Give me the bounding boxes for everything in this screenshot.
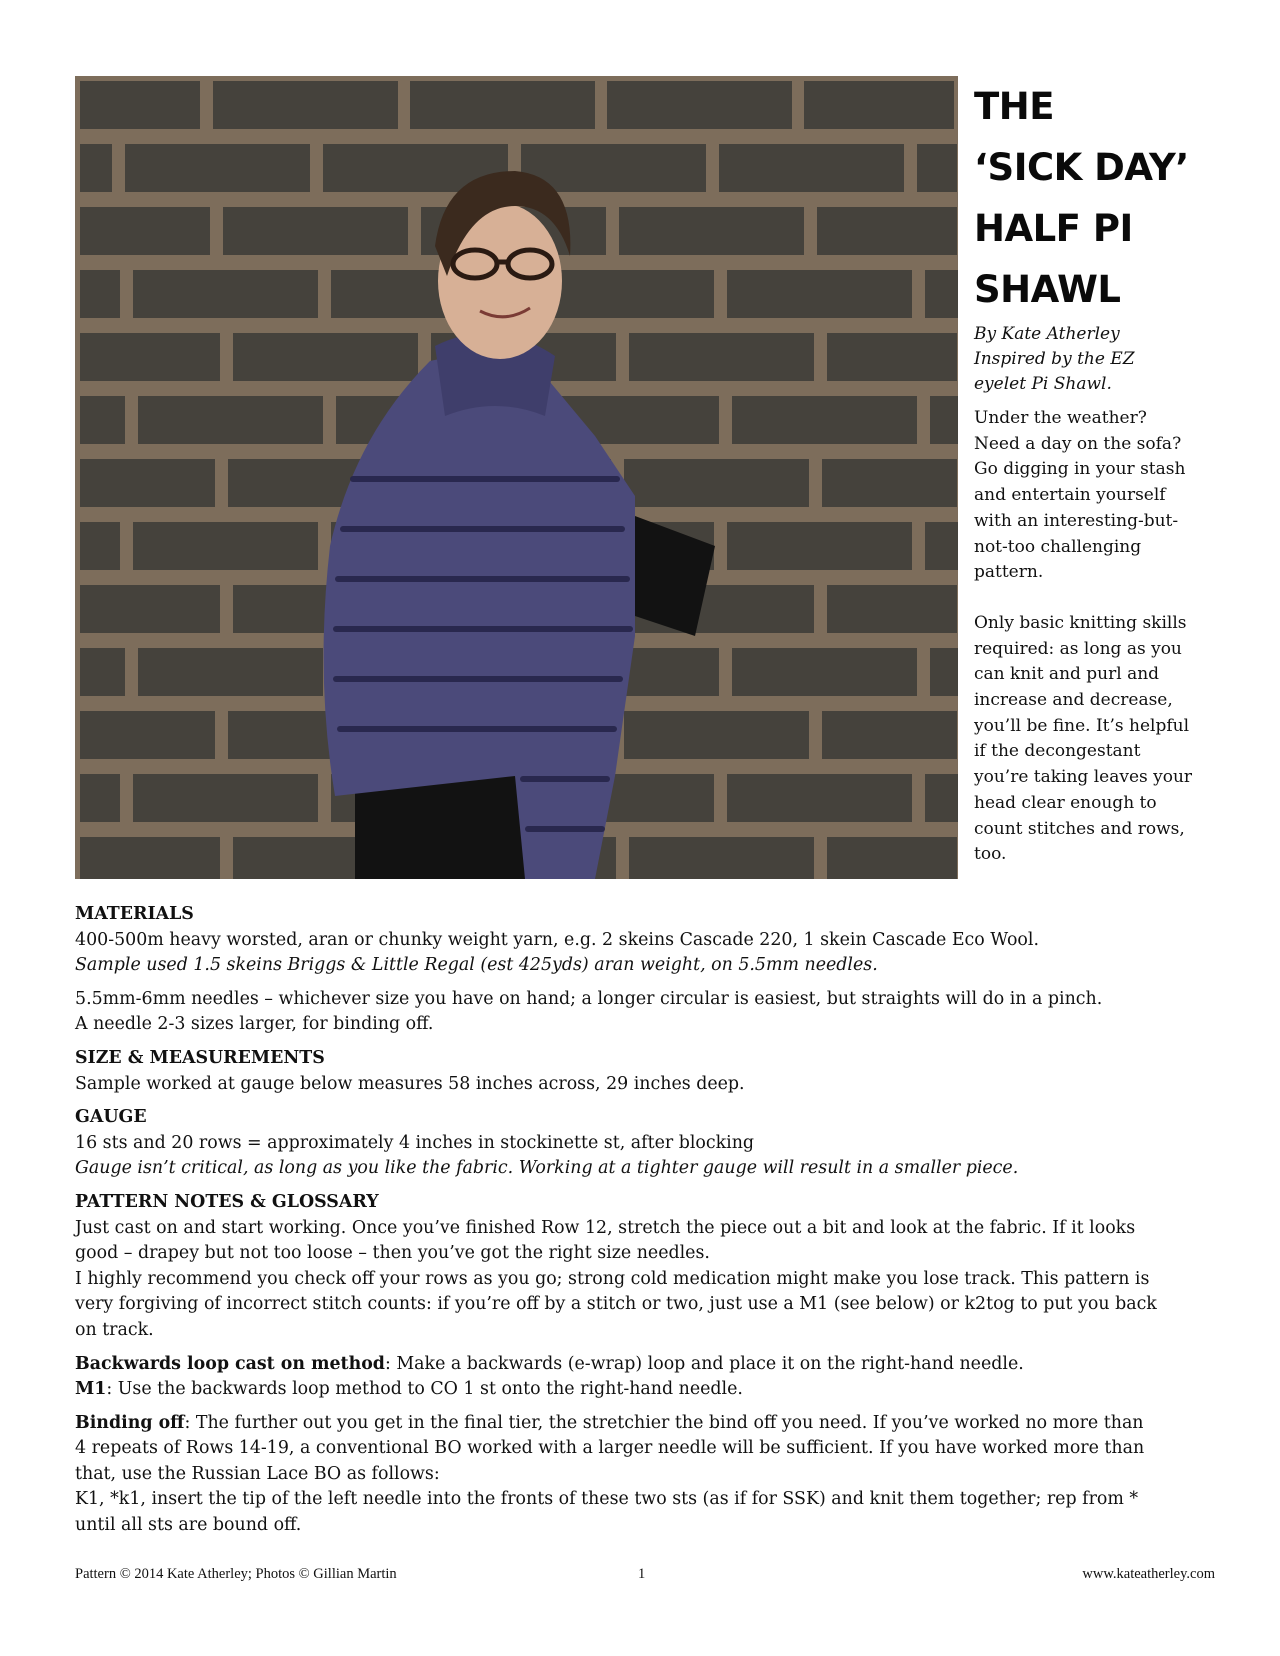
intro-line: Under the weather? [974,408,1147,428]
binding-off-text: : The further out you get in the final tier, the stretchier the bind off you need. If you’ve worked no more than [184,1412,1144,1433]
gauge-note: Gauge isn’t critical, as long as you like the fabric. Working at a tighter gauge will result in a smaller piece. [75,1158,1019,1179]
intro-line: Only basic knitting skills [974,612,1187,633]
notes-section [75,1190,1215,1344]
materials-bo-needle: A needle 2-3 sizes larger, for binding off. [75,1014,434,1035]
size-section [75,1046,1215,1097]
binding-off-line: until all sts are bound off. [75,1515,302,1536]
glossary-backwards-loop [75,1352,1215,1378]
intro-line: can knit and purl and [974,664,1160,685]
title-line: HALF PI [974,207,1133,250]
intro-line: required: as long as you [974,638,1182,659]
title-line: SHAWL [974,268,1121,311]
size-heading: SIZE & MEASUREMENTS [75,1047,325,1068]
hero-photo [75,76,958,879]
byline-line: By Kate Atherley [974,324,1120,344]
binding-off-line [75,1411,1215,1437]
notes-line: on track. [75,1319,154,1340]
gauge-section [75,1105,1215,1182]
pattern-title [974,76,1214,320]
intro-line: with an interesting-but- [974,510,1179,531]
notes-line: good – drapey but not too loose – then you’ve got the right size needles. [75,1243,710,1264]
intro-line: and entertain yourself [974,485,1166,506]
notes-line: Just cast on and start working. Once you’ve finished Row 12, stretch the piece out a bit and look at the fabric. If it looks [75,1217,1136,1238]
size-text: Sample worked at gauge below measures 58 inches across, 29 inches deep. [75,1073,745,1094]
intro-line: too. [974,844,1007,865]
intro-line: you’re taking leaves your [974,767,1193,788]
intro-line: count stitches and rows, [974,818,1185,839]
binding-off-line: that, use the Russian Lace BO as follows: [75,1463,440,1484]
materials-needles: 5.5mm-6mm needles – whichever size you have on hand; a longer circular is easiest, but straights will do in a pinch. [75,988,1103,1009]
binding-off-line: 4 repeats of Rows 14-19, a conventional BO worked with a larger needle will be sufficient. If you have worked more than [75,1438,1145,1459]
binding-off-section [75,1411,1215,1539]
notes-line: very forgiving of incorrect stitch counts: if you’re off by a stitch or two, just use a M1 (see below) or k2tog to put you back [75,1294,1157,1315]
title-sidebar [974,76,1214,868]
intro-line: pattern. [974,562,1044,583]
pattern-body [75,902,1215,1547]
byline-line: eyelet Pi Shawl. [974,374,1112,394]
intro-line: Go digging in your stash [974,459,1186,480]
needles-section [75,987,1215,1038]
title-line: THE [974,85,1054,128]
intro-line: if the decongestant [974,741,1141,762]
intro-paragraph-1 [974,406,1214,586]
gauge-text: 16 sts and 20 rows = approximately 4 inches in stockinette st, after blocking [75,1132,755,1153]
materials-heading: MATERIALS [75,904,194,924]
intro-line: Need a day on the sofa? [974,433,1182,454]
materials-sample: Sample used 1.5 skeins Briggs & Little Regal (est 425yds) aran weight, on 5.5mm needles. [75,955,878,976]
notes-line: I highly recommend you check off your rows as you go; strong cold medication might make you lose track. This pattern is [75,1268,1150,1289]
byline-line: Inspired by the EZ [974,349,1135,369]
glossary-term: M1 [75,1379,107,1400]
copyright: Pattern © 2014 Kate Atherley; Photos © Gillian Martin [75,1566,397,1582]
binding-off-line: K1, *k1, insert the tip of the left needle into the fronts of these two sts (as if for SSK) and knit them together; rep from * [75,1489,1139,1510]
glossary-m1 [75,1377,1215,1403]
glossary-definition: : Make a backwards (e-wrap) loop and place it on the right-hand needle. [384,1353,1024,1374]
gauge-heading: GAUGE [75,1107,147,1128]
intro-text [974,406,1214,868]
intro-line: not-too challenging [974,536,1142,557]
page-number: 1 [638,1566,646,1582]
intro-line: you’ll be fine. It’s helpful [974,715,1190,736]
intro-paragraph-2 [974,611,1214,868]
intro-line: increase and decrease, [974,690,1173,711]
shawl-photo-illustration [75,76,958,879]
glossary-term: Backwards loop cast on method [75,1353,385,1374]
website-link[interactable]: www.kateatherley.com [1082,1566,1215,1582]
glossary-definition: : Use the backwards loop method to CO 1 st onto the right-hand needle. [106,1379,743,1400]
notes-heading: PATTERN NOTES & GLOSSARY [75,1191,379,1212]
materials-section [75,902,1215,979]
materials-yarn: 400-500m heavy worsted, aran or chunky weight yarn, e.g. 2 skeins Cascade 220, 1 skein Cascade Eco Wool. [75,929,1039,950]
title-line: ‘SICK DAY’ [974,146,1189,189]
glossary-term: Binding off [75,1412,185,1433]
intro-line: head clear enough to [974,792,1157,813]
glossary-section [75,1352,1215,1403]
byline [974,322,1214,397]
